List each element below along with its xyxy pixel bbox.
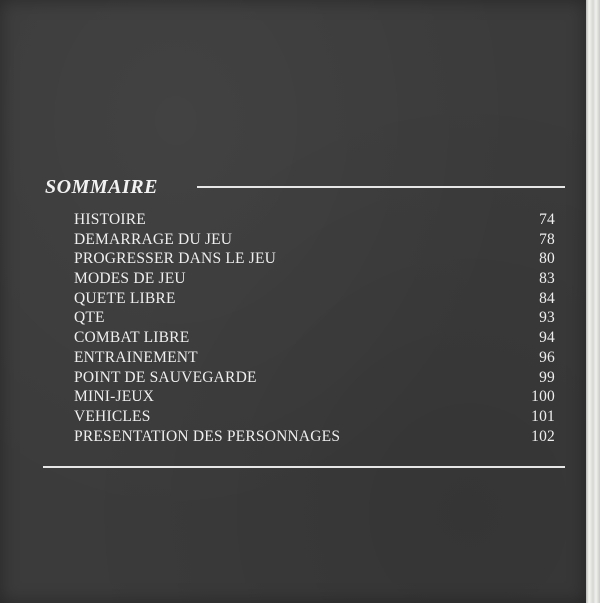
toc-entry-title: QTE — [74, 309, 105, 327]
page-edge — [586, 0, 600, 603]
toc-entry-page: 78 — [539, 230, 555, 248]
page-title: SOMMAIRE — [45, 176, 158, 198]
toc-entry-title: VEHICLES — [74, 407, 151, 425]
toc-entry-page: 99 — [539, 368, 555, 386]
toc-entry-page: 93 — [539, 309, 555, 327]
toc-entry-title: PRESENTATION DES PERSONNAGES — [74, 427, 341, 445]
toc-entry-page: 101 — [531, 407, 555, 425]
heading-divider — [197, 186, 565, 188]
toc-entry-title: MINI-JEUX — [74, 388, 155, 406]
toc-entry-title: PROGRESSER DANS LE JEU — [74, 250, 277, 268]
toc-entry — [74, 407, 555, 427]
toc-entry — [74, 269, 555, 289]
toc-entry-title: MODES DE JEU — [74, 270, 186, 288]
toc-entry — [74, 348, 555, 368]
toc-entry — [74, 289, 555, 309]
toc-entry — [74, 368, 555, 388]
toc-entry-page: 102 — [531, 427, 555, 445]
toc-entry — [74, 230, 555, 250]
toc-entry — [74, 210, 555, 230]
toc-entry-page: 80 — [539, 250, 555, 268]
toc-entry — [74, 328, 555, 348]
bottom-divider — [43, 466, 565, 468]
toc-entry-title: ENTRAINEMENT — [74, 348, 198, 366]
toc-entry-page: 74 — [539, 211, 555, 228]
toc-entry-page: 83 — [539, 270, 555, 288]
toc-entry-title: DEMARRAGE DU JEU — [74, 230, 233, 248]
heading-row — [45, 174, 565, 200]
toc-entry-title: COMBAT LIBRE — [74, 329, 190, 347]
toc-entry — [74, 427, 555, 447]
toc-entry — [74, 249, 555, 269]
toc-entry-title: HISTOIRE — [74, 211, 146, 228]
toc-entry — [74, 308, 555, 328]
toc-entry — [74, 387, 555, 407]
toc-entry-title: POINT DE SAUVEGARDE — [74, 368, 257, 386]
toc-entry-page: 94 — [539, 329, 555, 347]
table-of-contents — [74, 210, 555, 446]
toc-entry-page: 100 — [531, 388, 555, 406]
toc-entry-page: 84 — [539, 289, 555, 307]
toc-entry-title: QUETE LIBRE — [74, 289, 176, 307]
toc-entry-page: 96 — [539, 348, 555, 366]
